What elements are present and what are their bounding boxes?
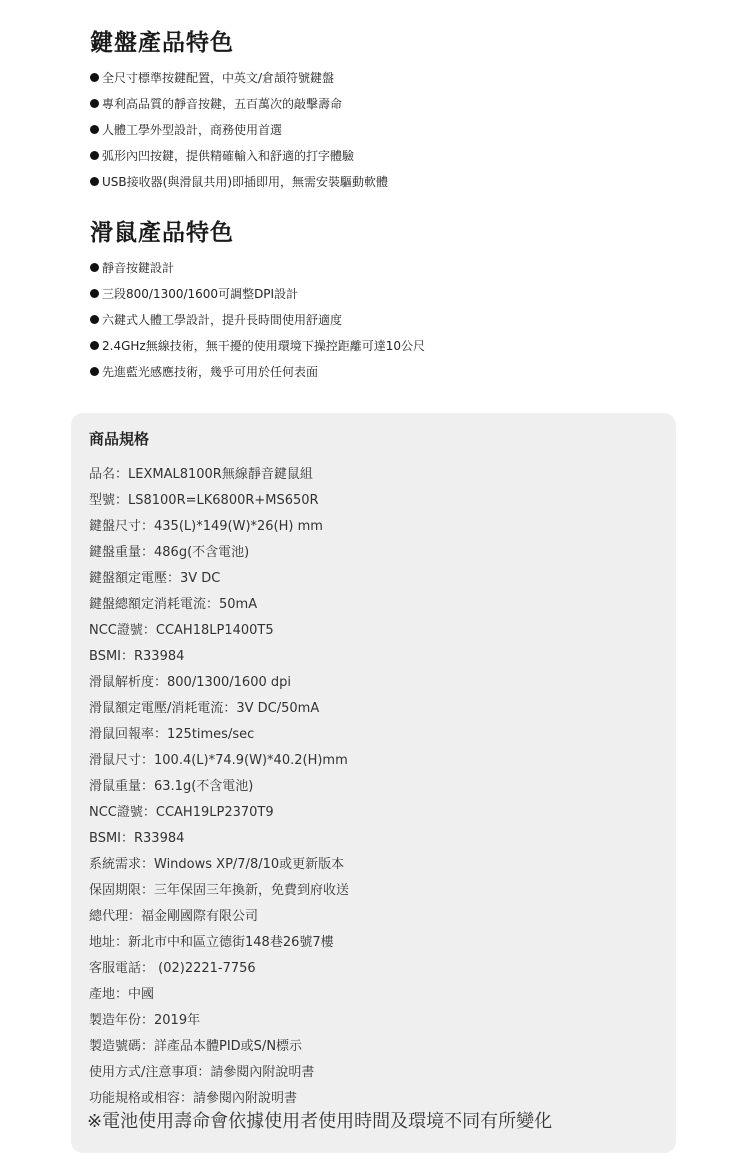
mouse-features-section <box>90 218 425 384</box>
spec-row: 品名：LEXMAL8100R無線靜音鍵鼠組 <box>89 467 313 482</box>
feature-item <box>90 168 388 194</box>
spec-row: 製造號碼：詳產品本體PID或S/N標示 <box>89 1039 303 1054</box>
keyboard-features-section <box>90 28 388 194</box>
spec-row: 系統需求：Windows XP/7/8/10或更新版本 <box>89 857 345 872</box>
spec-row: 型號：LS8100R=LK6800R+MS650R <box>89 493 319 508</box>
specs-list <box>89 462 349 1112</box>
feature-text: 六鍵式人體工學設計，提升長時間使用舒適度 <box>102 312 343 327</box>
specs-title: 商品規格 <box>89 430 150 448</box>
bullet-icon <box>90 73 99 82</box>
specs-panel <box>71 413 676 1153</box>
spec-row: 使用方式/注意事項：請參閱內附說明書 <box>89 1065 315 1080</box>
spec-row: NCC證號：CCAH18LP1400T5 <box>89 623 274 638</box>
bullet-icon <box>90 177 99 186</box>
bullet-icon <box>90 263 99 272</box>
spec-row: 滑鼠尺寸：100.4(L)*74.9(W)*40.2(H)mm <box>89 753 348 768</box>
spec-row: 滑鼠解析度：800/1300/1600 dpi <box>89 675 291 690</box>
bullet-icon <box>90 367 99 376</box>
bullet-icon <box>90 341 99 350</box>
spec-row: 滑鼠回報率：125times/sec <box>89 727 255 742</box>
bullet-icon <box>90 151 99 160</box>
feature-item <box>90 280 425 306</box>
keyboard-feature-list <box>90 64 388 194</box>
feature-text: USB接收器(與滑鼠共用)即插即用，無需安裝驅動軟體 <box>102 174 388 189</box>
mouse-feature-list <box>90 254 425 384</box>
battery-note: ※電池使用壽命會依據使用者使用時間及環境不同有所變化 <box>87 1111 553 1132</box>
feature-item <box>90 64 388 90</box>
spec-row: 鍵盤總額定消耗電流：50mA <box>89 597 258 612</box>
feature-text: 2.4GHz無線技術，無干擾的使用環境下操控距離可達10公尺 <box>102 338 425 353</box>
bullet-icon <box>90 315 99 324</box>
feature-text: 專利高品質的靜音按鍵，五百萬次的敲擊壽命 <box>102 96 343 111</box>
feature-text: 先進藍光感應技術，幾乎可用於任何表面 <box>102 364 319 379</box>
feature-item <box>90 142 388 168</box>
feature-text: 全尺寸標準按鍵配置，中英文/倉頡符號鍵盤 <box>102 70 335 85</box>
spec-row: 滑鼠額定電壓/消耗電流：3V DC/50mA <box>89 701 320 716</box>
feature-text: 三段800/1300/1600可調整DPI設計 <box>102 286 299 301</box>
spec-row: NCC證號：CCAH19LP2370T9 <box>89 805 274 820</box>
spec-row: 鍵盤額定電壓：3V DC <box>89 571 221 586</box>
feature-item <box>90 90 388 116</box>
keyboard-features-title: 鍵盤產品特色 <box>90 30 234 56</box>
feature-item <box>90 306 425 332</box>
bullet-icon <box>90 289 99 298</box>
spec-row: BSMI：R33984 <box>89 649 185 664</box>
mouse-features-title: 滑鼠產品特色 <box>90 220 234 246</box>
feature-text: 靜音按鍵設計 <box>102 260 175 275</box>
spec-row: BSMI：R33984 <box>89 831 185 846</box>
feature-text: 人體工學外型設計，商務使用首選 <box>102 122 283 137</box>
bullet-icon <box>90 125 99 134</box>
feature-item <box>90 116 388 142</box>
spec-row: 鍵盤尺寸：435(L)*149(W)*26(H) mm <box>89 519 323 534</box>
bullet-icon <box>90 99 99 108</box>
spec-row: 總代理：福金剛國際有限公司 <box>89 909 259 924</box>
spec-row: 滑鼠重量：63.1g(不含電池) <box>89 779 254 794</box>
spec-row: 製造年份：2019年 <box>89 1013 201 1028</box>
spec-row: 功能規格或相容：請參閱內附說明書 <box>89 1091 298 1106</box>
feature-text: 弧形內凹按鍵，提供精確輸入和舒適的打字體驗 <box>102 148 355 163</box>
feature-item <box>90 358 425 384</box>
spec-row: 鍵盤重量：486g(不含電池) <box>89 545 250 560</box>
feature-item <box>90 332 425 358</box>
spec-row: 地址：新北市中和區立德街148巷26號7樓 <box>89 935 334 950</box>
spec-row: 客服電話： (02)2221-7756 <box>89 961 256 976</box>
spec-row: 產地：中國 <box>89 987 155 1002</box>
spec-row: 保固期限：三年保固三年換新，免費到府收送 <box>89 883 350 898</box>
feature-item <box>90 254 425 280</box>
